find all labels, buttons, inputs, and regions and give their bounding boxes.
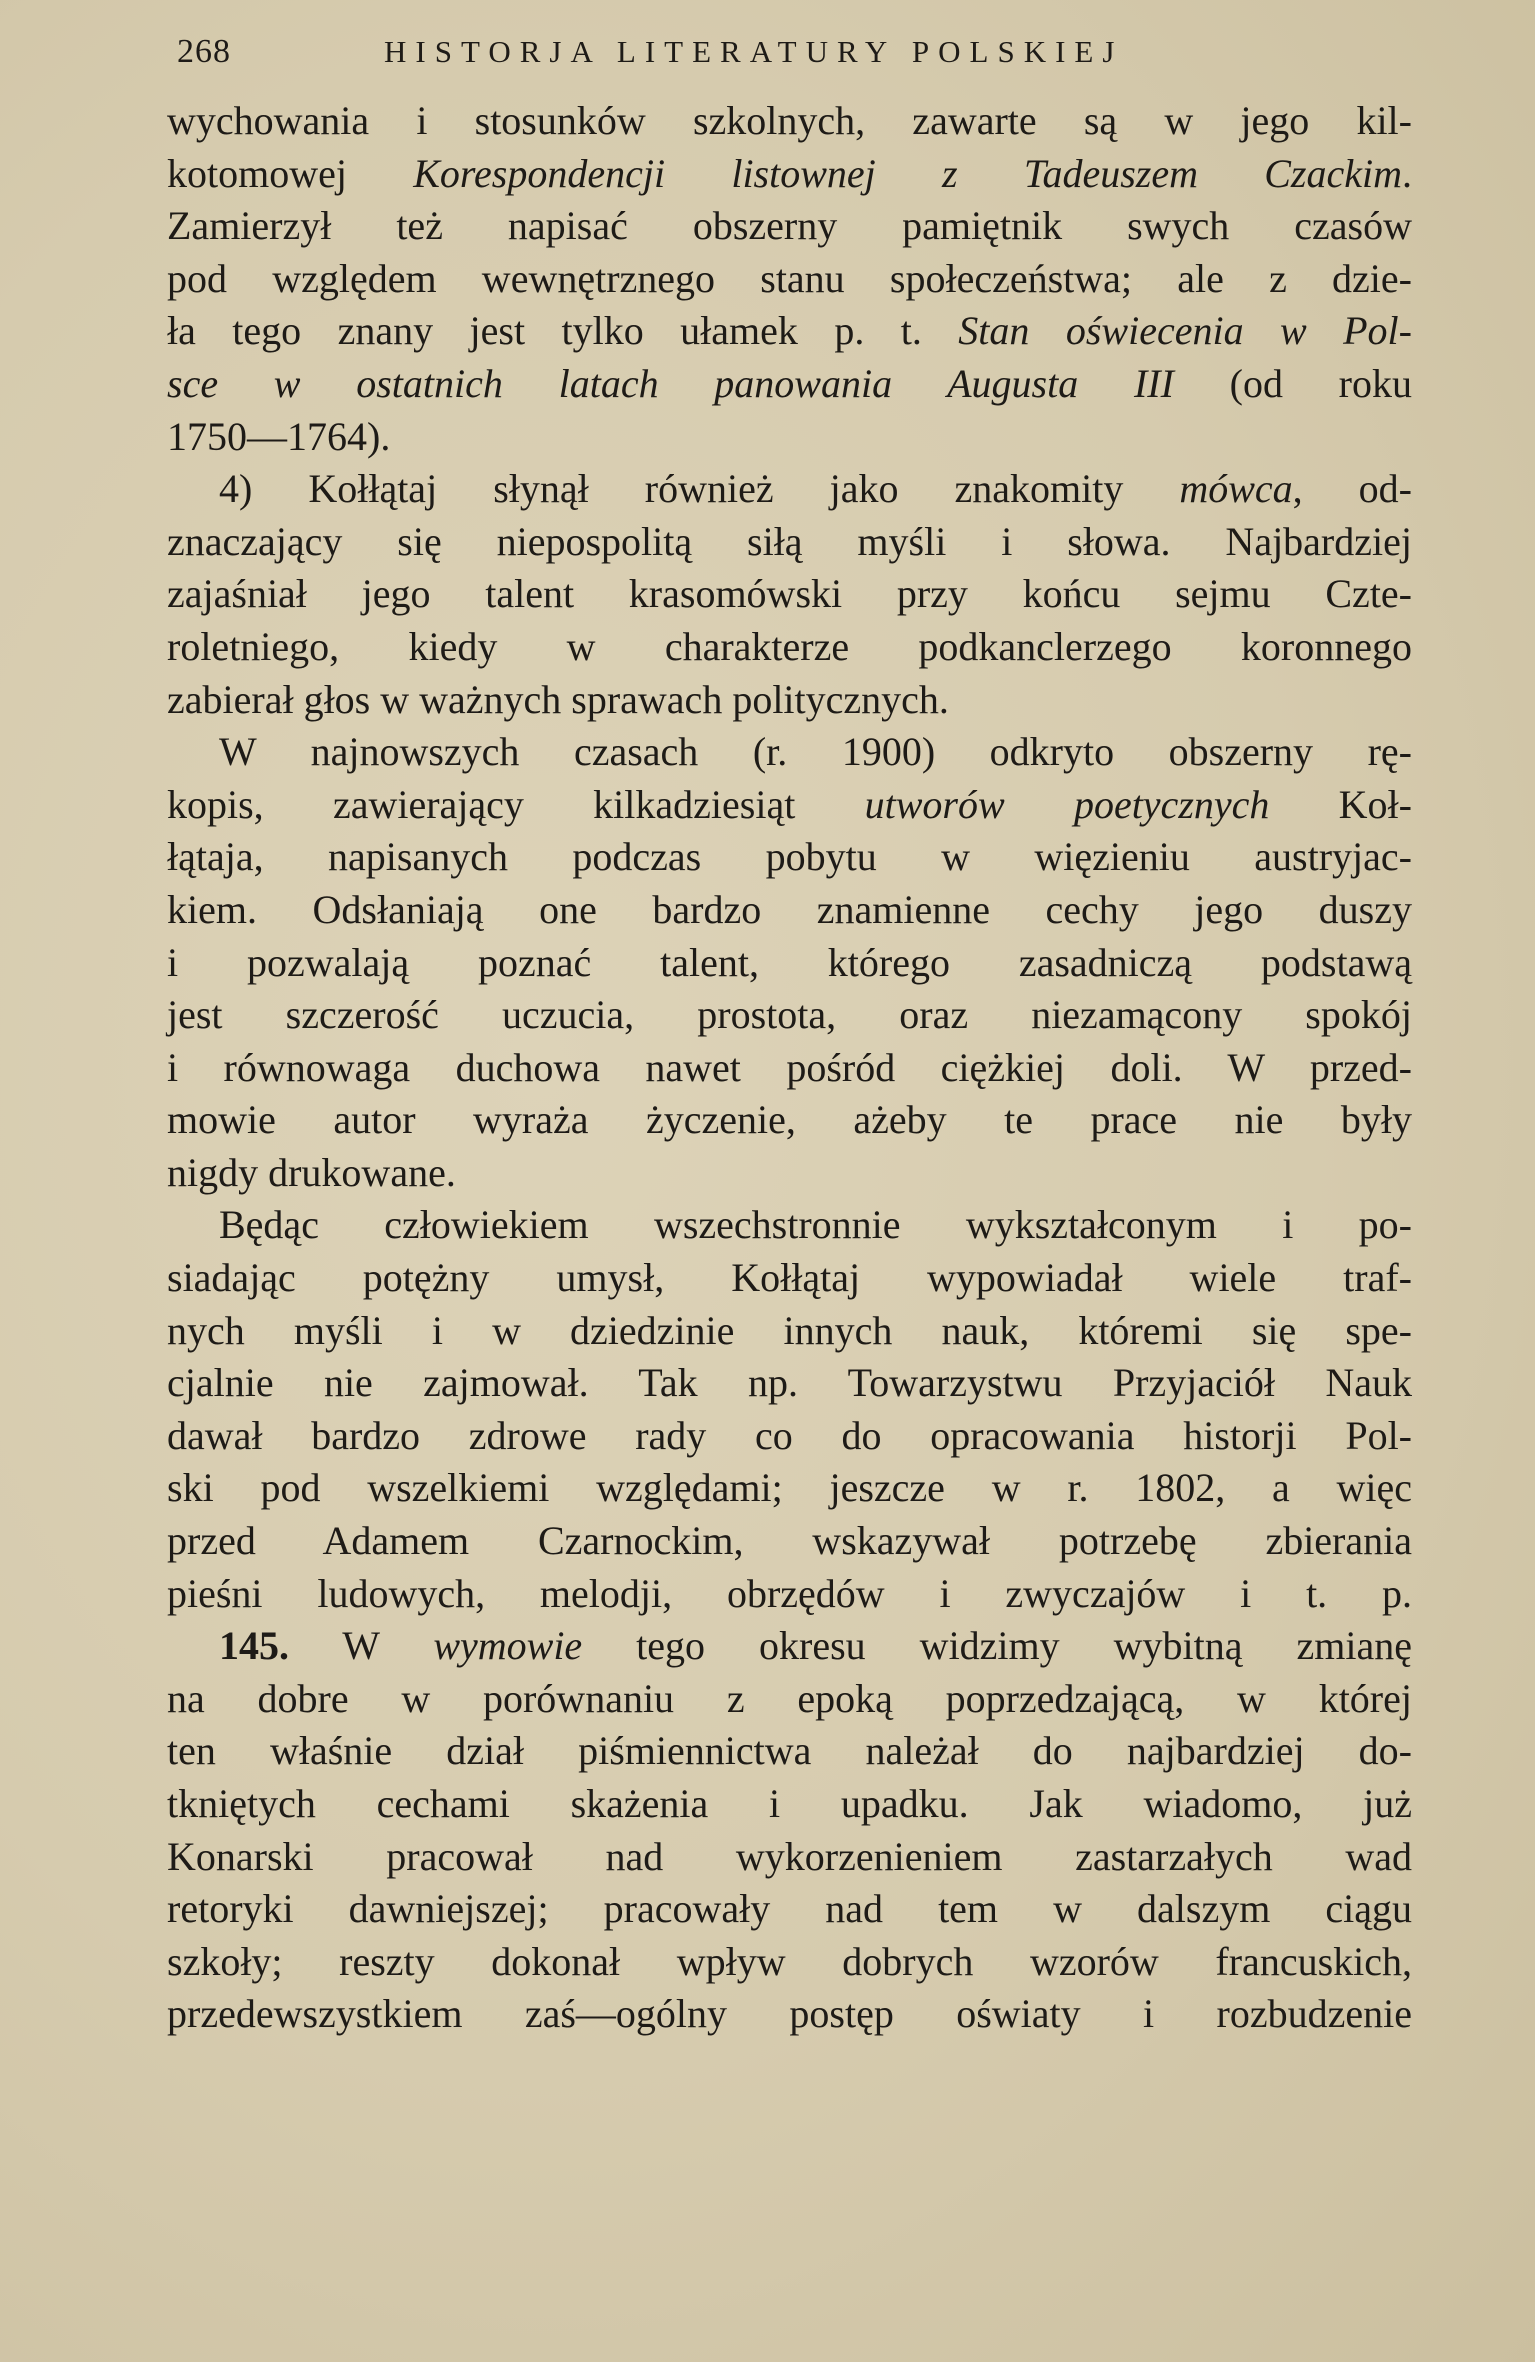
text-line: 4) Kołłątaj słynął również jako znakomity mówca, od- bbox=[219, 466, 1412, 512]
text-line: tkniętych cechami skażenia i upadku. Jak wiadomo, już bbox=[167, 1781, 1412, 1826]
text-line: dawał bardzo zdrowe rady co do opracowania historji Pol- bbox=[167, 1412, 1412, 1458]
running-title: HISTORJA LITERATURY POLSKIEJ bbox=[384, 34, 1124, 69]
text-line: siadając potężny umysł, Kołłątaj wypowiadał wiele traf- bbox=[167, 1255, 1412, 1301]
text-line: nigdy drukowane. bbox=[167, 1149, 456, 1195]
text-line: cjalnie nie zajmował. Tak np. Towarzystwu Przyjaciół Nauk bbox=[167, 1360, 1412, 1406]
text-line: mowie autor wyraża życzenie, ażeby te prace nie były bbox=[167, 1097, 1412, 1143]
text-line: zajaśniał jego talent krasomówski przy końcu sejmu Czte- bbox=[167, 571, 1412, 617]
section-145-line: 145. W wymowie tego okresu widzimy wybitną zmianę bbox=[219, 1623, 1413, 1669]
text-line: na dobre w porównaniu z epoką poprzedzającą, w której bbox=[167, 1675, 1412, 1721]
text-line: jest szczerość uczucia, prostota, oraz niezamącony spokój bbox=[167, 992, 1412, 1038]
italic-phrase: sce w ostatnich latach panowania Augusta III bbox=[167, 360, 1174, 406]
text-line: Konarski pracował nad wykorzenieniem zastarzałych wad bbox=[167, 1833, 1412, 1879]
text-line: łątaja, napisanych podczas pobytu w więzieniu austryjac- bbox=[167, 834, 1412, 880]
text-line: pod względem wewnętrznego stanu społeczeństwa; ale z dzie- bbox=[167, 255, 1412, 301]
text-line: roletniego, kiedy w charakterze podkanclerzego koronnego bbox=[167, 623, 1412, 669]
text-line: nych myśli i w dziedzinie innych nauk, któremi się spe- bbox=[167, 1307, 1412, 1353]
italic-phrase: wymowie bbox=[433, 1623, 583, 1669]
text-line: ten właśnie dział piśmiennictwa należał do najbardziej do- bbox=[167, 1728, 1412, 1774]
section-number: 145. bbox=[219, 1623, 289, 1669]
text-line: zabierał głos w ważnych sprawach politycznych. bbox=[167, 676, 949, 722]
page-number: 268 bbox=[177, 33, 231, 70]
text-line: wychowania i stosunków szkolnych, zawarte są w jego kil- bbox=[167, 98, 1412, 143]
text-line: Będąc człowiekiem wszechstronnie wykształconym i po- bbox=[219, 1202, 1412, 1248]
text-line: znaczający się niepospolitą siłą myśli i słowa. Najbardziej bbox=[167, 518, 1412, 564]
page-header bbox=[177, 22, 1427, 82]
text-line: przed Adamem Czarnockim, wskazywał potrzebę zbierania bbox=[167, 1518, 1412, 1564]
text-line: kiem. Odsłaniają one bardzo znamienne cechy jego duszy bbox=[167, 886, 1412, 932]
italic-phrase: Stan oświecenia w Pol- bbox=[958, 308, 1412, 354]
body-text bbox=[167, 95, 1412, 2041]
italic-phrase: Korespondencji listownej z Tadeuszem Czackim bbox=[413, 150, 1402, 196]
text-line: 1750—1764). bbox=[167, 413, 391, 459]
italic-phrase: mówca bbox=[1179, 466, 1293, 512]
text-line: retoryki dawniejszej; pracowały nad tem w dalszym ciągu bbox=[167, 1886, 1412, 1932]
text-line: ła tego znany jest tylko ułamek p. t. Stan oświecenia w Pol- bbox=[167, 308, 1412, 354]
text-line: kopis, zawierający kilkadziesiąt utworów poetycznych Koł- bbox=[167, 781, 1412, 827]
text-line: W najnowszych czasach (r. 1900) odkryto obszerny rę- bbox=[219, 729, 1412, 775]
text-line: ski pod wszelkiemi względami; jeszcze w r. 1802, a więc bbox=[167, 1465, 1412, 1511]
text-line: przedewszystkiem zaś—ogólny postęp oświaty i rozbudzenie bbox=[167, 1991, 1412, 2037]
italic-phrase: utworów poetycznych bbox=[864, 781, 1270, 827]
text-line: sce w ostatnich latach panowania Augusta III (od roku bbox=[167, 360, 1412, 406]
text-line: kotomowej Korespondencji listownej z Tadeuszem Czackim. bbox=[167, 150, 1412, 196]
text-line: i równowaga duchowa nawet pośród ciężkiej doli. W przed- bbox=[167, 1044, 1412, 1090]
text-line: szkoły; reszty dokonał wpływ dobrych wzorów francuskich, bbox=[167, 1938, 1412, 1984]
text-line: pieśni ludowych, melodji, obrzędów i zwyczajów i t. p. bbox=[167, 1570, 1412, 1616]
text-line: i pozwalają poznać talent, którego zasadniczą podstawą bbox=[167, 939, 1412, 985]
text-line: Zamierzył też napisać obszerny pamiętnik swych czasów bbox=[167, 203, 1412, 249]
